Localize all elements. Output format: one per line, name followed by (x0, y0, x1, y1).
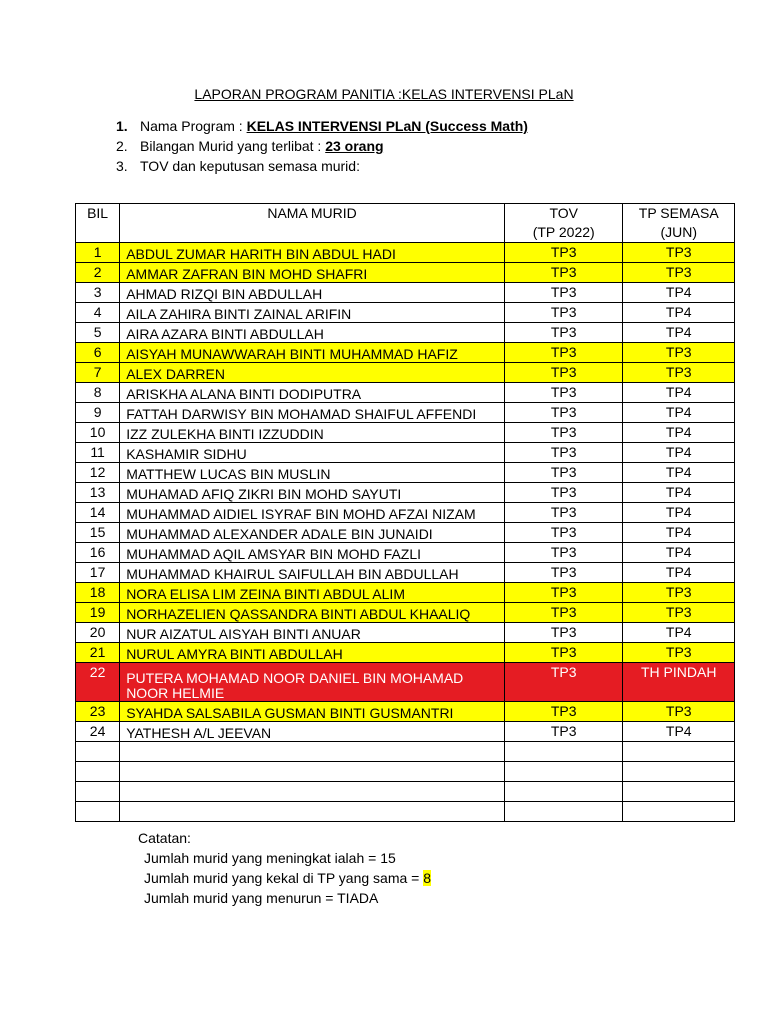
table-row (76, 663, 735, 702)
cell-tov: TP3 (504, 643, 623, 663)
notes (138, 828, 431, 908)
cell-bil: 20 (76, 623, 120, 643)
cell-nama-murid: MUHAMMAD ALEXANDER ADALE BIN JUNAIDI (120, 523, 505, 543)
info-label: TOV dan keputusan semasa murid: (140, 158, 360, 174)
notes-heading: Catatan: (138, 830, 191, 846)
cell-nama-murid: AIRA AZARA BINTI ABDULLAH (120, 323, 505, 343)
table-row (76, 243, 735, 263)
cell-tov: TP3 (504, 243, 623, 263)
empty-cell (120, 742, 505, 762)
info-student-count (116, 136, 528, 156)
report-title: LAPORAN PROGRAM PANITIA :KELAS INTERVENSI PLaN (194, 86, 574, 102)
empty-cell (76, 782, 120, 802)
empty-row (76, 762, 735, 782)
cell-tp-semasa: TP4 (623, 523, 735, 543)
cell-bil: 2 (76, 263, 120, 283)
note-label: Jumlah murid yang meningkat ialah = (144, 850, 381, 866)
table-row (76, 583, 735, 603)
table-row (76, 483, 735, 503)
info-number: 2. (116, 138, 128, 154)
cell-tp-semasa: TP3 (623, 343, 735, 363)
empty-cell (623, 762, 735, 782)
cell-nama-murid: ABDUL ZUMAR HARITH BIN ABDUL HADI (120, 243, 505, 263)
cell-tp-semasa: TP3 (623, 643, 735, 663)
cell-nama-murid: IZZ ZULEKHA BINTI IZZUDDIN (120, 423, 505, 443)
cell-bil: 13 (76, 483, 120, 503)
cell-tov: TP3 (504, 263, 623, 283)
cell-nama-murid: ARISKHA ALANA BINTI DODIPUTRA (120, 383, 505, 403)
header-tov-line2: (TP 2022) (532, 224, 595, 240)
cell-tp-semasa: TP4 (623, 463, 735, 483)
cell-nama-murid: KASHAMIR SIDHU (120, 443, 505, 463)
cell-nama-murid: AMMAR ZAFRAN BIN MOHD SHAFRI (120, 263, 505, 283)
cell-tov: TP3 (504, 323, 623, 343)
cell-tov: TP3 (504, 483, 623, 503)
empty-row (76, 782, 735, 802)
cell-bil: 17 (76, 563, 120, 583)
table-row (76, 702, 735, 722)
cell-tp-semasa: TP3 (623, 243, 735, 263)
empty-cell (623, 782, 735, 802)
cell-bil: 6 (76, 343, 120, 363)
header-tp-semasa (623, 204, 735, 243)
cell-nama-murid: SYAHDA SALSABILA GUSMAN BINTI GUSMANTRI (120, 702, 505, 722)
cell-tp-semasa: TP4 (623, 323, 735, 343)
info-number: 3. (116, 158, 128, 174)
empty-cell (504, 762, 623, 782)
cell-bil: 22 (76, 663, 120, 702)
table-row (76, 423, 735, 443)
info-tov (116, 156, 528, 176)
cell-bil: 8 (76, 383, 120, 403)
cell-bil: 3 (76, 283, 120, 303)
cell-nama-murid: AHMAD RIZQI BIN ABDULLAH (120, 283, 505, 303)
empty-cell (76, 742, 120, 762)
table-row (76, 603, 735, 623)
cell-nama-murid: NURUL AMYRA BINTI ABDULLAH (120, 643, 505, 663)
cell-bil: 12 (76, 463, 120, 483)
cell-tov: TP3 (504, 403, 623, 423)
cell-nama-murid: MUHAMMAD AIDIEL ISYRAF BIN MOHD AFZAI NIZAM (120, 503, 505, 523)
cell-tov: TP3 (504, 463, 623, 483)
student-table (75, 203, 735, 822)
cell-nama-murid: MUHAMMAD KHAIRUL SAIFULLAH BIN ABDULLAH (120, 563, 505, 583)
empty-cell (504, 742, 623, 762)
cell-tp-semasa: TP4 (623, 423, 735, 443)
note-same (138, 868, 431, 888)
cell-bil: 10 (76, 423, 120, 443)
cell-tp-semasa: TP4 (623, 283, 735, 303)
cell-tov: TP3 (504, 663, 623, 702)
table-body (76, 243, 735, 822)
cell-bil: 4 (76, 303, 120, 323)
empty-cell (623, 802, 735, 822)
cell-nama-murid: MUHAMAD AFIQ ZIKRI BIN MOHD SAYUTI (120, 483, 505, 503)
cell-nama-murid: ALEX DARREN (120, 363, 505, 383)
cell-tov: TP3 (504, 383, 623, 403)
info-label: Nama Program : (140, 118, 247, 134)
cell-nama-murid: NORA ELISA LIM ZEINA BINTI ABDUL ALIM (120, 583, 505, 603)
cell-tp-semasa: TP4 (623, 443, 735, 463)
info-label: Bilangan Murid yang terlibat : (140, 138, 326, 154)
empty-cell (120, 762, 505, 782)
table-row (76, 343, 735, 363)
cell-tov: TP3 (504, 623, 623, 643)
empty-cell (504, 782, 623, 802)
cell-bil: 21 (76, 643, 120, 663)
table-row (76, 643, 735, 663)
cell-tov: TP3 (504, 543, 623, 563)
program-name-value: KELAS INTERVENSI PLaN (Success Math) (246, 118, 528, 134)
empty-cell (76, 802, 120, 822)
cell-bil: 7 (76, 363, 120, 383)
cell-tp-semasa: TP4 (623, 303, 735, 323)
student-count-value: 23 orang (325, 138, 384, 154)
table-row (76, 283, 735, 303)
cell-bil: 9 (76, 403, 120, 423)
cell-tp-semasa: TP4 (623, 623, 735, 643)
cell-nama-murid: FATTAH DARWISY BIN MOHAMAD SHAIFUL AFFENDI (120, 403, 505, 423)
table-row (76, 563, 735, 583)
cell-tp-semasa: TP4 (623, 483, 735, 503)
empty-cell (120, 802, 505, 822)
note-label: Jumlah murid yang menurun = (144, 890, 338, 906)
cell-bil: 18 (76, 583, 120, 603)
cell-bil: 16 (76, 543, 120, 563)
cell-tp-semasa: TP4 (623, 383, 735, 403)
cell-tp-semasa: TP4 (623, 563, 735, 583)
table-row (76, 443, 735, 463)
header-bil: BIL (76, 204, 120, 243)
header-tov-line1: TOV (549, 205, 578, 221)
empty-cell (76, 762, 120, 782)
cell-tp-semasa: TP4 (623, 543, 735, 563)
empty-cell (504, 802, 623, 822)
cell-tp-semasa: TH PINDAH (623, 663, 735, 702)
cell-tp-semasa: TP4 (623, 403, 735, 423)
cell-tov: TP3 (504, 722, 623, 742)
cell-tp-semasa: TP4 (623, 503, 735, 523)
cell-bil: 1 (76, 243, 120, 263)
cell-tov: TP3 (504, 423, 623, 443)
cell-bil: 19 (76, 603, 120, 623)
empty-row (76, 742, 735, 762)
empty-cell (120, 782, 505, 802)
table-row (76, 503, 735, 523)
header-nama-murid: NAMA MURID (120, 204, 505, 243)
table-row (76, 722, 735, 742)
cell-nama-murid: AILA ZAHIRA BINTI ZAINAL ARIFIN (120, 303, 505, 323)
header-tp-line1: TP SEMASA (638, 205, 719, 221)
note-increase (138, 848, 431, 868)
cell-tp-semasa: TP3 (623, 603, 735, 623)
cell-tp-semasa: TP4 (623, 722, 735, 742)
cell-bil: 14 (76, 503, 120, 523)
cell-tov: TP3 (504, 523, 623, 543)
table-row (76, 363, 735, 383)
cell-tp-semasa: TP3 (623, 363, 735, 383)
cell-bil: 5 (76, 323, 120, 343)
cell-nama-murid: YATHESH A/L JEEVAN (120, 722, 505, 742)
header-tp-line2: (JUN) (660, 224, 697, 240)
header-tov (504, 204, 623, 243)
cell-tp-semasa: TP3 (623, 702, 735, 722)
info-number: 1. (116, 118, 128, 134)
table-row (76, 263, 735, 283)
table-row (76, 523, 735, 543)
cell-tov: TP3 (504, 563, 623, 583)
note-value-highlighted: 8 (423, 870, 432, 886)
cell-nama-murid: NUR AIZATUL AISYAH BINTI ANUAR (120, 623, 505, 643)
cell-bil: 11 (76, 443, 120, 463)
cell-nama-murid: AISYAH MUNAWWARAH BINTI MUHAMMAD HAFIZ (120, 343, 505, 363)
program-info (116, 116, 528, 176)
table-row (76, 623, 735, 643)
cell-nama-murid: NORHAZELIEN QASSANDRA BINTI ABDUL KHAALIQ (120, 603, 505, 623)
table-row (76, 323, 735, 343)
cell-tov: TP3 (504, 503, 623, 523)
cell-tov: TP3 (504, 702, 623, 722)
note-value: 15 (380, 850, 396, 866)
table-row (76, 303, 735, 323)
table-row (76, 403, 735, 423)
note-label: Jumlah murid yang kekal di TP yang sama = (144, 870, 424, 886)
cell-nama-murid: MATTHEW LUCAS BIN MUSLIN (120, 463, 505, 483)
cell-bil: 15 (76, 523, 120, 543)
info-program-name (116, 116, 528, 136)
cell-tov: TP3 (504, 343, 623, 363)
cell-tov: TP3 (504, 303, 623, 323)
note-value: TIADA (337, 890, 379, 906)
empty-cell (623, 742, 735, 762)
note-decrease (138, 888, 431, 908)
cell-tov: TP3 (504, 363, 623, 383)
cell-tp-semasa: TP3 (623, 263, 735, 283)
cell-bil: 24 (76, 722, 120, 742)
table-row (76, 463, 735, 483)
cell-nama-murid: MUHAMMAD AQIL AMSYAR BIN MOHD FAZLI (120, 543, 505, 563)
cell-tov: TP3 (504, 583, 623, 603)
table-row (76, 383, 735, 403)
cell-tov: TP3 (504, 443, 623, 463)
cell-nama-murid: PUTERA MOHAMAD NOOR DANIEL BIN MOHAMAD NOOR HELMIE (120, 663, 505, 702)
cell-bil: 23 (76, 702, 120, 722)
cell-tov: TP3 (504, 283, 623, 303)
cell-tp-semasa: TP3 (623, 583, 735, 603)
cell-tov: TP3 (504, 603, 623, 623)
table-row (76, 543, 735, 563)
table-header (76, 204, 735, 243)
empty-row (76, 802, 735, 822)
